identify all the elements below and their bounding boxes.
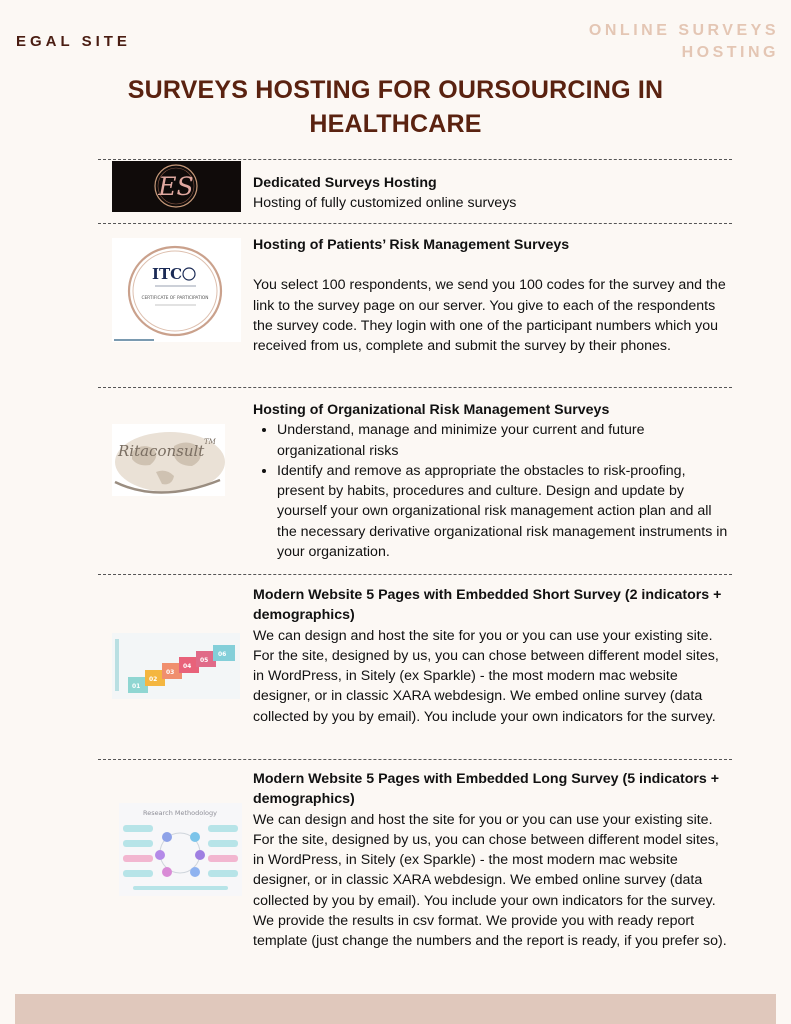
itc-ring-inner bbox=[133, 251, 217, 331]
service-website-long-survey bbox=[253, 769, 728, 952]
methodology-label-box bbox=[208, 870, 238, 877]
methodology-node bbox=[195, 850, 205, 860]
ritaconsult-tm: TM bbox=[204, 438, 216, 446]
page-title bbox=[0, 73, 791, 141]
footer-band bbox=[15, 994, 776, 1024]
stair-label: 04 bbox=[183, 663, 192, 670]
methodology-node bbox=[155, 850, 165, 860]
research-methodology-title: Research Methodology bbox=[143, 809, 217, 817]
service-title: Hosting of Patients’ Risk Management Surveys bbox=[253, 237, 570, 253]
service-title: Dedicated Surveys Hosting bbox=[253, 175, 437, 191]
service-title: Modern Website 5 Pages with Embedded Long Survey (5 indicators + demographics) bbox=[253, 771, 720, 808]
stairs-infographic-image bbox=[112, 633, 240, 699]
es-logo-image bbox=[112, 161, 241, 212]
methodology-label-box bbox=[208, 840, 238, 847]
section-divider bbox=[98, 574, 732, 575]
ritaconsult-logo-thumbnail bbox=[112, 424, 225, 496]
service-bullet-list bbox=[253, 420, 728, 562]
itc-name: ITC bbox=[151, 265, 183, 283]
ritaconsult-logo-image bbox=[112, 424, 225, 496]
service-title: Modern Website 5 Pages with Embedded Short Survey (2 indicators + demographics) bbox=[253, 587, 722, 624]
methodology-label-box bbox=[208, 825, 238, 832]
stair-label: 06 bbox=[218, 651, 227, 658]
methodology-node bbox=[190, 832, 200, 842]
page-title-line2: HEALTHCARE bbox=[309, 110, 482, 138]
research-methodology-image bbox=[119, 803, 242, 896]
es-logo-thumbnail bbox=[112, 161, 241, 212]
methodology-label-box bbox=[123, 840, 153, 847]
infographic-side-bar bbox=[115, 639, 119, 691]
section-divider bbox=[98, 159, 732, 160]
methodology-node bbox=[162, 867, 172, 877]
itc-ring-outer bbox=[129, 247, 221, 335]
es-logo-mark: ES bbox=[158, 172, 194, 201]
stair-label: 05 bbox=[200, 657, 209, 664]
section-divider bbox=[98, 759, 732, 760]
section-divider bbox=[98, 387, 732, 388]
methodology-footer-bar bbox=[133, 886, 228, 890]
methodology-label-box bbox=[123, 870, 153, 877]
service-dedicated-hosting bbox=[253, 173, 728, 214]
brand-name[interactable]: EGAL SITE bbox=[16, 33, 131, 50]
service-organizational-risk-surveys bbox=[253, 400, 728, 562]
header-tagline-line1: ONLINE SURVEYS bbox=[588, 22, 779, 39]
service-description: We can design and host the site for you or you can use your existing site. For the site, designed by us, you can chose between different model sites, in WordPress, in Sitely (ex Sparkle) - the most modern mac website designer, or in classic XARA webdesign. We embed online survey (data collected by you by email). You include your own indicators for the survey. We provide the results in csv format. We provide you with ready report template (just change the numbers and the report is ready, if you prefer so). bbox=[253, 811, 727, 950]
service-description: Hosting of fully customized online surveys bbox=[253, 195, 517, 212]
itc-certificate-thumbnail bbox=[112, 238, 241, 342]
methodology-node bbox=[190, 867, 200, 877]
ritaconsult-wordmark: Ritaconsult bbox=[118, 442, 205, 460]
service-patients-risk-surveys bbox=[253, 235, 728, 356]
header-tagline bbox=[589, 20, 779, 64]
methodology-label-box bbox=[123, 855, 153, 862]
methodology-node bbox=[162, 832, 172, 842]
header-tagline-line2: HOSTING bbox=[681, 44, 779, 61]
section-divider bbox=[98, 223, 732, 224]
stair-label: 03 bbox=[166, 669, 175, 676]
itc-certificate-image bbox=[112, 238, 241, 342]
page-title-line1: SURVEYS HOSTING FOR OURSOURCING IN bbox=[127, 76, 664, 104]
service-title: Hosting of Organizational Risk Management Surveys bbox=[253, 402, 610, 418]
service-website-short-survey bbox=[253, 585, 728, 727]
research-methodology-thumbnail bbox=[119, 803, 242, 896]
service-description: We can design and host the site for you or you can use your existing site. For the site, designed by us, you can chose between different model sites, in WordPress, in Sitely (ex Sparkle) - the most modern mac website designer, or in classic XARA webdesign. We embed online survey (data collected by you by email). You include your own indicators for the survey. bbox=[253, 627, 719, 725]
service-bullet: • Identify and remove as appropriate the obstacles to risk-proofing, present by habits, procedures and culture. Design and update by yourself your own organizational risk management action plan and all the necessary derivative organizational risk management instruments in your organization. bbox=[277, 461, 728, 562]
stair-label: 01 bbox=[132, 683, 141, 690]
service-bullet: • Understand, manage and minimize your current and future organizational risks bbox=[277, 420, 728, 461]
globe-icon bbox=[183, 268, 195, 280]
service-description: You select 100 respondents, we send you 100 codes for the survey and the link to the survey page on our server. You give to each of the respondents the survey code. They login with one of the participant numbers which you received from us, complete and submit the survey by their phones. bbox=[253, 277, 726, 355]
methodology-label-box bbox=[123, 825, 153, 832]
methodology-label-box bbox=[208, 855, 238, 862]
itc-caption: CERTIFICATE OF PARTICIPATION bbox=[141, 296, 209, 301]
stair-label: 02 bbox=[149, 676, 158, 683]
stairs-infographic-thumbnail bbox=[112, 633, 240, 699]
